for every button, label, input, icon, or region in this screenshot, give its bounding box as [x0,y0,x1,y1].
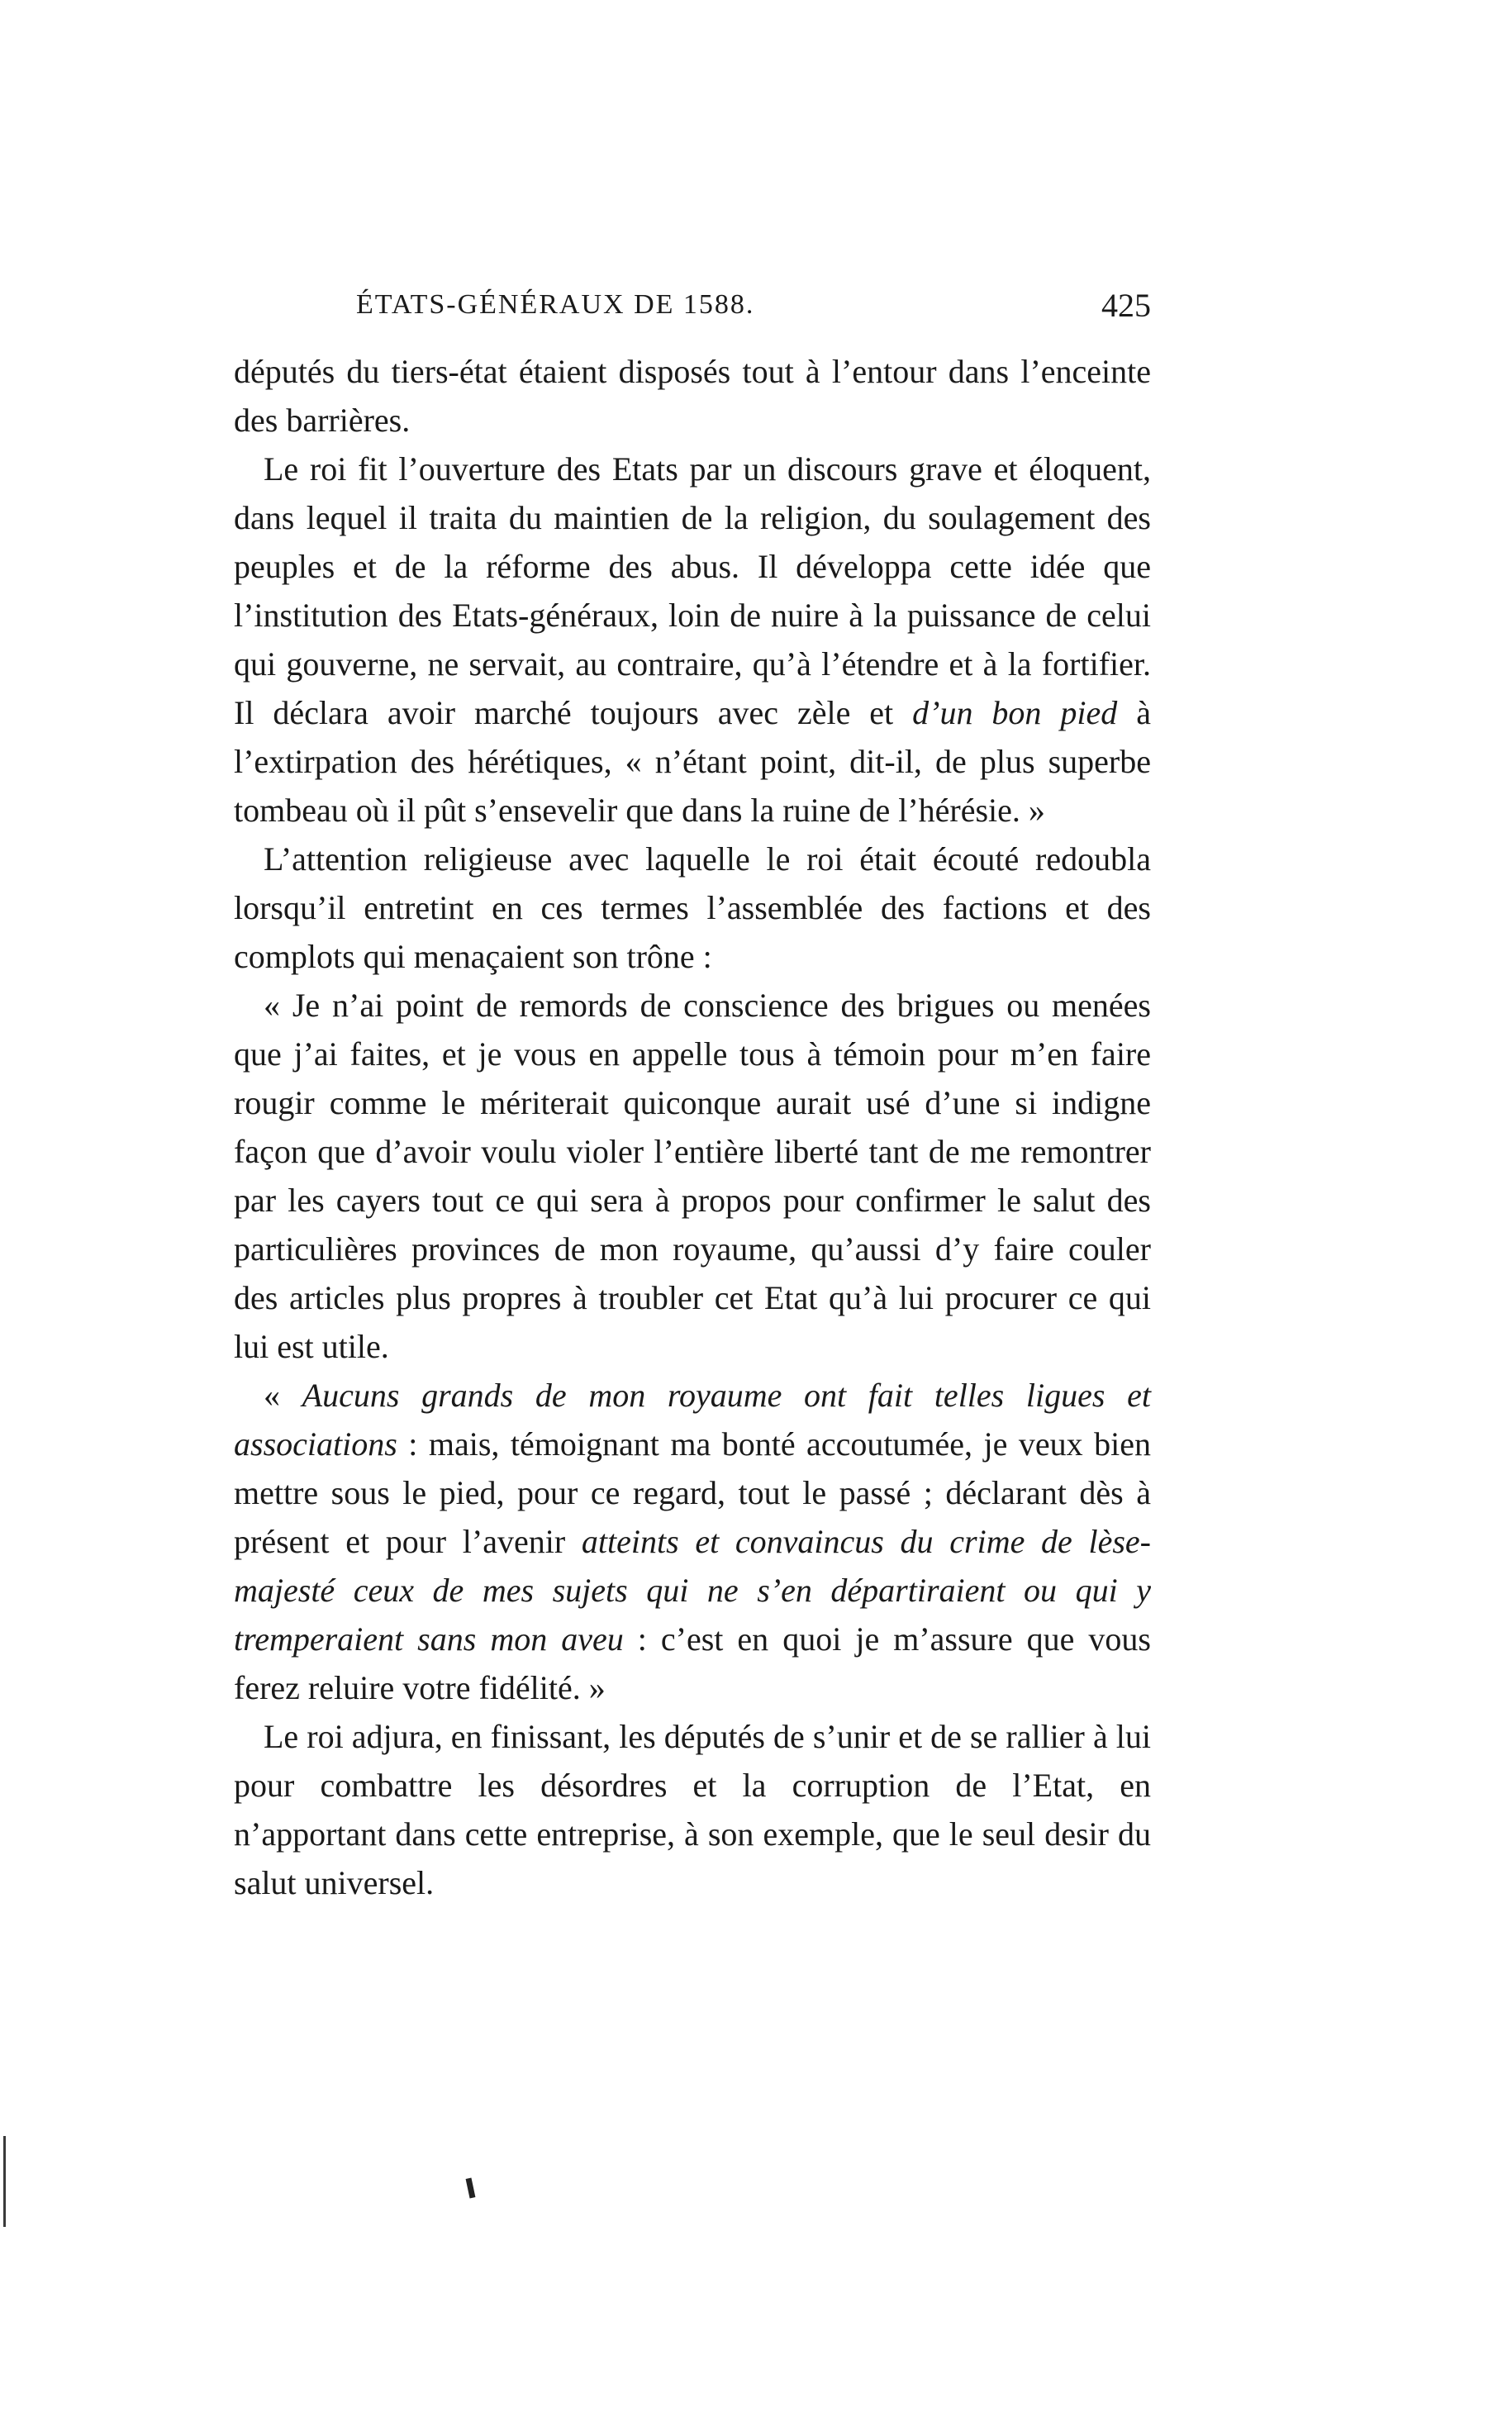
text-segment: « Je n’ai point de remords de conscience des brigues ou menées que j’ai faites, et je vous en appelle tous à témoin pour m’en faire rougir comme le mériterait quiconque aurait usé d’une si indigne façon que d’avoir voulu violer l’entière liberté tant de me remontrer par les cayers tout ce qui sera à propos pour confirmer le salut des particulières provinces de mon royaume, qu’aussi d’y faire couler des articles plus propres à troubler cet Etat qu’à lui procurer ce qui lui est utile. [234,987,1151,1365]
paragraph [234,981,1151,1371]
text-segment: « [264,1377,302,1414]
paragraph [234,835,1151,981]
text-segment: L’attention religieuse avec laquelle le roi était écouté redoubla lorsqu’il entretint en ces termes l’assemblée des factions et des complots qui menaçaient son trône : [234,840,1151,975]
text-segment: députés du tiers-état étaient disposés tout à l’entour dans l’enceinte des barrières. [234,353,1151,439]
paragraph [234,445,1151,835]
italic-text-segment: Aucuns grands de mon royaume ont fait telles ligues et associations [234,1377,1151,1463]
page-edge-rule [3,2136,6,2227]
text-segment: : c’est en quoi je m’assure que vous ferez reluire votre fidélité. » [234,1620,1151,1706]
italic-text-segment: d’un bon pied [912,694,1118,731]
paragraph [234,347,1151,445]
text-segment: Le roi adjura, en finissant, les députés de s’unir et de se rallier à lui pour combattre les désordres et la corruption de l’Etat, en n’apportant dans cette entreprise, à son exemple, que le seul desir du salut universel. [234,1718,1151,1901]
text-segment: à l’extirpation des hérétiques, « n’étant point, dit-il, de plus superbe tombeau où il pût s’ensevelir que dans la ruine de l’hérésie. » [234,694,1151,829]
page-number: 425 [1101,287,1151,324]
page-header [234,289,1151,339]
text-segment: Le roi fit l’ouverture des Etats par un discours grave et éloquent, dans lequel il traita du maintien de la religion, du soulagement des peuples et de la réforme des abus. Il développa cette idée que l’institution des Etats-généraux, loin de nuire à la puissance de celui qui gouverne, ne servait, au contraire, qu’à l’étendre et à la fortifier. Il déclara avoir marché toujours avec zèle et [234,450,1151,731]
text-segment: : mais, témoignant ma bonté accoutumée, je veux bien mettre sous le pied, pour ce regard, tout le passé ; déclarant dès à présent et pour l’avenir [234,1425,1151,1560]
body-text [234,347,1151,1907]
paragraph [234,1712,1151,1907]
italic-text-segment: atteints et convaincus du crime de lèse-majesté ceux de mes sujets qui ne s’en départiraient ou qui y tremperaient sans mon aveu [234,1523,1151,1658]
paragraph [234,1371,1151,1712]
running-head: ÉTATS-GÉNÉRAUX DE 1588. [356,289,755,320]
ink-mark [466,2178,476,2199]
